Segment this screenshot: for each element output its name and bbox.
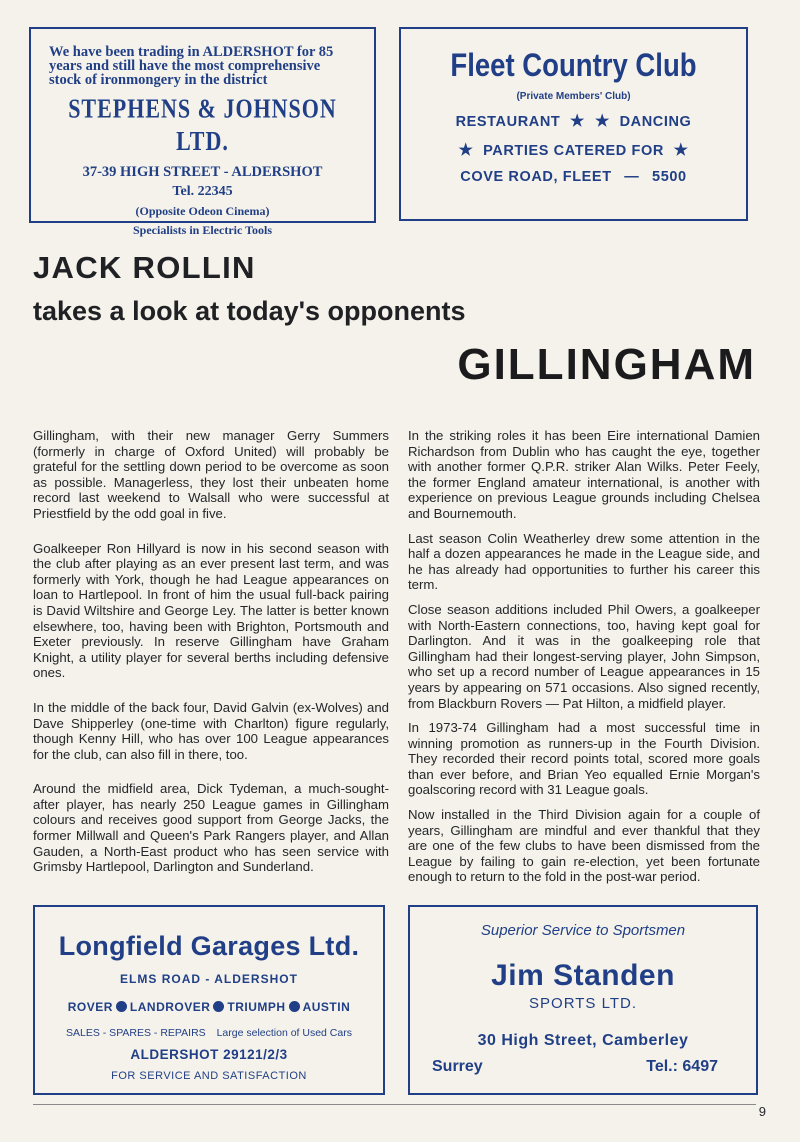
brand-label: AUSTIN (302, 1000, 351, 1014)
ad-sports-address: 30 High Street, Camberley (477, 1032, 689, 1049)
article-paragraph: In 1973-74 Gillingham had a most successful time in winning promotion as runners-up in the Fourth Division. They recorded their record points total, scored more goals than ever before, and Brian Yeo equalled Ernie Morgan's goalscoring record with 31 League goals. (408, 720, 760, 798)
ad-fleet-country-club (399, 27, 748, 221)
article-paragraph: In the middle of the back four, David Galvin (ex-Wolves) and Dave Shipperley (one-time with Charlton) figure regularly, though Kenny Hill, who has over 100 League appearances for the club, can also fill in there, too. (33, 699, 389, 762)
star-icon: ★ (673, 142, 689, 159)
ad-address-line (401, 169, 746, 185)
ad-club-name: Fleet Country Club (450, 47, 697, 83)
ad-dancing-label: DANCING (619, 114, 692, 130)
ad-garage-slogan: FOR SERVICE AND SATISFACTION (111, 1070, 307, 1082)
bullet-dot-icon (289, 1001, 300, 1012)
tel-number: 6497 (682, 1058, 718, 1075)
ad-garage-phone: ALDERSHOT 29121/2/3 (130, 1047, 288, 1062)
article-paragraph: Around the midfield area, Dick Tydeman, a much-sought-after player, has nearly 250 League games in Gillingham colours and receives good support from George Jacks, the former Millwall and Queen's Park Rangers player, and Allan Gauden, a North-East product who has seen service with Grimsby Hartlepool, Darlington and Sunderland. (33, 781, 389, 875)
article-column-left (33, 428, 389, 875)
ad-club-subtitle: (Private Members' Club) (516, 91, 631, 102)
ad-tagline: Specialists in Electric Tools (132, 223, 272, 237)
article-paragraph: Now installed in the Third Division again for a couple of years, Gillingham are mindful and ever thankful that they are one of the few clubs to have been dismissed from the League by failing to gain re-election, yet been fortunate enough to return to the fold in the post-war period. (408, 807, 760, 885)
ad-sports-county: Surrey (432, 1058, 483, 1075)
article-column-right (408, 428, 760, 885)
ad-parties-line (401, 140, 746, 160)
ad-services-line (35, 1027, 383, 1039)
ad-services: SALES - SPARES - REPAIRS (66, 1027, 206, 1039)
ad-restaurant-line (401, 111, 746, 131)
ad-sports-subtitle: SPORTS LTD. (529, 995, 637, 1012)
ad-garage-address: ELMS ROAD - ALDERSHOT (120, 972, 298, 986)
ad-sports-bottom-line (410, 1058, 756, 1076)
ad-telephone: Tel. 22345 (172, 184, 233, 199)
footer-rule (33, 1104, 756, 1105)
brand-label: TRIUMPH (227, 1000, 286, 1014)
ad-sports-tagline: Superior Service to Sportsmen (480, 922, 686, 939)
tel-label: Tel.: (646, 1058, 678, 1075)
brand-label: ROVER (67, 1000, 113, 1014)
star-icon: ★ (458, 142, 474, 159)
ad-sports-name: Jim Standen (491, 959, 675, 992)
article-paragraph: In the striking roles it has been Eire international Damien Richardson from Dublin who has caught the eye, together with another former Q.P.R. striker Alan Wilks. Peter Feely, the former England amateur international, is another with experience on previous League grounds including Chelsea and Bournemouth. (408, 428, 760, 521)
bullet-dot-icon (213, 1001, 224, 1012)
ad-address: 37-39 HIGH STREET - ALDERSHOT (82, 164, 323, 180)
ad-restaurant-label: RESTAURANT (455, 114, 561, 130)
ad-parties-label: PARTIES CATERED FOR (483, 143, 664, 159)
article-author: JACK ROLLIN (33, 250, 256, 285)
page-number: 9 (758, 1104, 766, 1119)
article-subhead: takes a look at today's opponents (33, 296, 466, 326)
ad-brand-list (35, 1000, 383, 1014)
ad-club-phone: 5500 (652, 169, 687, 185)
ad-used-cars: Large selection of Used Cars (216, 1027, 352, 1039)
ad-sports-telephone (646, 1058, 718, 1076)
article-paragraph: Gillingham, with their new manager Gerry Summers (formerly in charge of Oxford United) will probably be grateful for the settling down period to be overcome as soon as possible. Managerless, they lost their unbeaten home record last weekend to Walsall who were successful at Priestfield by the odd goal in five. (33, 428, 389, 521)
ad-jim-standen (408, 905, 758, 1095)
ad-garage-name: Longfield Garages Ltd. (58, 931, 360, 961)
ad-company-name: STEPHENS & JOHNSON LTD. (68, 92, 337, 157)
brand-label: LANDROVER (129, 1000, 211, 1014)
ad-intro-text: We have been trading in ALDERSHOT for 85 years and still have the most comprehensive stock of ironmongery in the district (49, 44, 334, 88)
article-opponent-title: GILLINGHAM (457, 340, 756, 389)
ad-location-note: (Opposite Odeon Cinema) (135, 204, 270, 218)
ad-club-address: COVE ROAD, FLEET (460, 169, 612, 185)
article-paragraph: Last season Colin Weatherley drew some attention in the half a dozen appearances he made in the League side, and he has already had opportunities to further his career this term. (408, 530, 760, 593)
ad-longfield-garages (33, 905, 385, 1095)
ad-dash: — (624, 169, 640, 185)
article-paragraph: Close season additions included Phil Owers, a goalkeeper with North-Eastern connections, too, having kept goal for Darlington. And it was in the goalkeeping role that Gillingham had their longest-serving player, John Simpson, who set up a record number of League appearances in 15 years by appearing on 571 occasions. Also signed recently, from Blackburn Rovers — Pat Hilton, a midfield player. (408, 601, 760, 711)
ad-stephens-johnson (29, 27, 376, 237)
star-icon: ★ (570, 113, 585, 130)
star-icon: ★ (594, 113, 610, 130)
bullet-dot-icon (116, 1001, 127, 1012)
article-paragraph: Goalkeeper Ron Hillyard is now in his second season with the club after playing as an ever present last term, and was formerly with York, though he had League appearances on loan to Hartlepool. In front of him the usual full-back pairing is David Wiltshire and George Ley. The latter is better known elsewhere, too, having been with Brighton, Portsmouth and Exeter previously. In reserve Gillingham have Graham Knight, a utility player for several berths including defensive ones. (33, 540, 389, 681)
